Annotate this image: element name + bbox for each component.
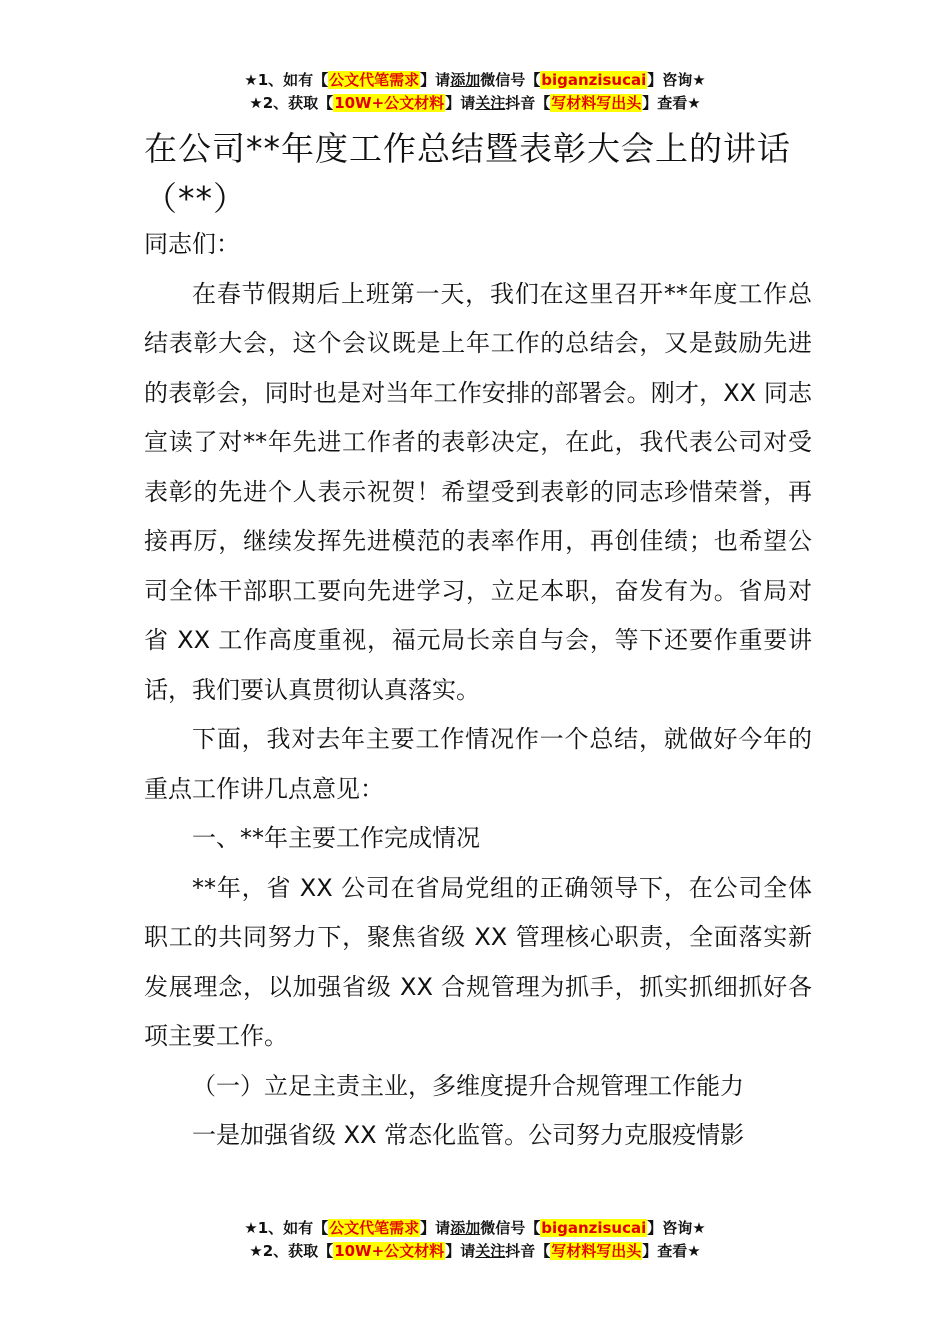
promo-highlight: biganzisucai [541, 71, 647, 89]
promo-line-1: ★1、如有【公文代笔需求】请添加微信号【biganzisucai】咨询★ [244, 71, 706, 89]
promo-highlight: 写材料写出头 [551, 1242, 642, 1260]
section-heading: 一、**年主要工作完成情况 [192, 824, 480, 852]
document-body [144, 220, 812, 1161]
salutation: 同志们： [144, 230, 240, 258]
promo-highlight: 公文代笔需求 [329, 71, 420, 89]
body-paragraph: 在春节假期后上班第一天，我们在这里召开**年度工作总结表彰大会，这个会议既是上年工作的总结会，又是鼓励先进的表彰会，同时也是对当年工作安排的部署会。刚才，XX 同志宣读了对**年先进工作者的表彰决定，在此，我代表公司对受表彰的先进个人表示祝贺！希望受到表彰的同志珍惜荣誉，再接再厉，继续发挥先进模范的表率作用，再创佳绩；也希望公司全体干部职工要向先进学习，立足本职，奋发有为。省局对省 XX 工作高度重视，福元局长亲自与会，等下还要作重要讲话，我们要认真贯彻认真落实。 [144, 279, 812, 704]
body-paragraph: 一是加强省级 XX 常态化监管。公司努力克服疫情影 [192, 1121, 745, 1149]
bottom-promo-banner [0, 1217, 950, 1263]
top-promo-banner [0, 69, 950, 115]
promo-line-1: ★1、如有【公文代笔需求】请添加微信号【biganzisucai】咨询★ [244, 1219, 706, 1237]
body-paragraph: 下面，我对去年主要工作情况作一个总结，就做好今年的重点工作讲几点意见： [144, 725, 812, 803]
promo-highlight: 10W+公文材料 [334, 1242, 445, 1260]
promo-highlight: biganzisucai [541, 1219, 647, 1237]
promo-highlight: 10W+公文材料 [334, 94, 445, 112]
promo-highlight: 公文代笔需求 [329, 1219, 420, 1237]
promo-line-2: ★2、获取【10W+公文材料】请关注抖音【写材料写出头】查看★ [249, 1242, 701, 1260]
promo-line-2: ★2、获取【10W+公文材料】请关注抖音【写材料写出头】查看★ [249, 94, 701, 112]
subsection-heading: （一）立足主责主业，多维度提升合规管理工作能力 [192, 1071, 744, 1100]
document-title: 在公司**年度工作总结暨表彰大会上的讲话（**） [144, 129, 791, 218]
body-paragraph: **年，省 XX 公司在省局党组的正确领导下，在公司全体职工的共同努力下，聚焦省级 XX 管理核心职责，全面落实新发展理念，以加强省级 XX 合规管理为抓手，抓实抓细抓好各项主要工作。 [144, 873, 812, 1050]
promo-highlight: 写材料写出头 [551, 94, 642, 112]
